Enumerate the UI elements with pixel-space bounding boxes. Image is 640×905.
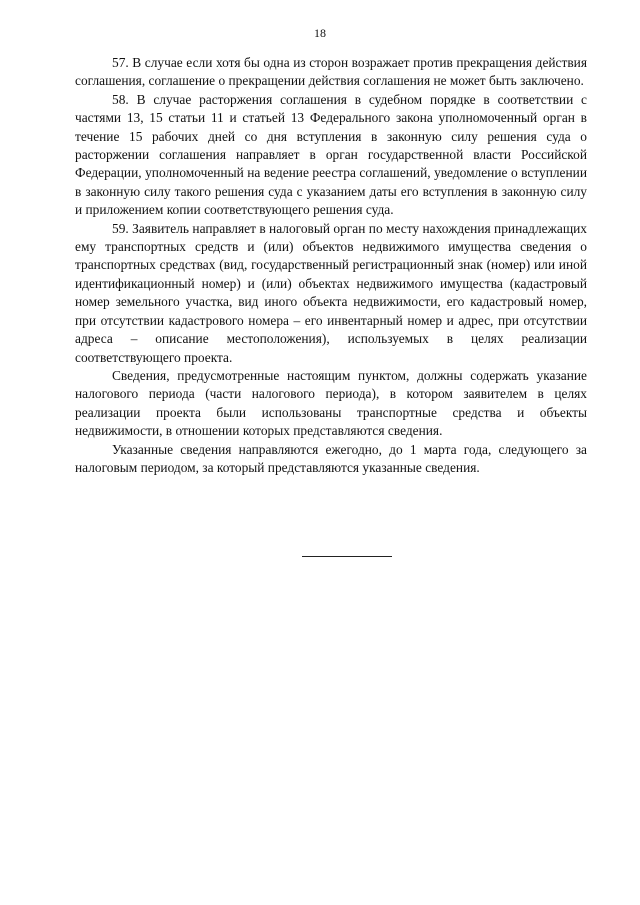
paragraph-57: 57. В случае если хотя бы одна из сторон возражает против прекращения действия соглашения, соглашение о прекращении действия соглашения не может быть заключено.	[75, 55, 587, 89]
paragraph-59-deadline: Указанные сведения направляются ежегодно, до 1 марта года, следующего за налоговым периодом, за который представляются указанные сведения.	[75, 441, 587, 475]
document-body	[75, 54, 587, 477]
paragraph-58: 58. В случае расторжения соглашения в судебном порядке в соответствии с частями 13, 15 статьи 11 и статьей 13 Федерального закона уполномоченный орган в течение 15 рабочих дней со дня вступления в законную силу решения суда о расторжении соглашения направляет в орган государственной власти Российской Федерации, уполномоченный на ведение реестра соглашений, уведомление о вступлении в законную силу такого решения суда с указанием даты его вступления в законную силу и приложением копии соответствующего решения суда.	[75, 91, 587, 218]
end-of-text-divider	[302, 556, 392, 557]
paragraph-59: 59. Заявитель направляет в налоговый орган по месту нахождения принадлежащих ему транспортных средств и (или) объектов недвижимого имущества сведения о транспортных средствах (вид, государственный регистрационный знак (номер) или иной идентификационный номер) и (или) объектах недвижимого имущества (кадастровый номер земельного участка, вид иного объекта недвижимости, его кадастровый номер, при отсутствии кадастрового номера – его инвентарный номер и адрес, при отсутствии адреса – описание местоположения), используемых в целях реализации соответствующего проекта.	[75, 220, 587, 365]
page-number: 18	[314, 26, 326, 40]
paragraph-59-details: Сведения, предусмотренные настоящим пунктом, должны содержать указание налогового периода (части налогового периода), в котором заявителем в целях реализации проекта были использованы транспортные средства и объекты недвижимости, в отношении которых представляются сведения.	[75, 367, 587, 439]
